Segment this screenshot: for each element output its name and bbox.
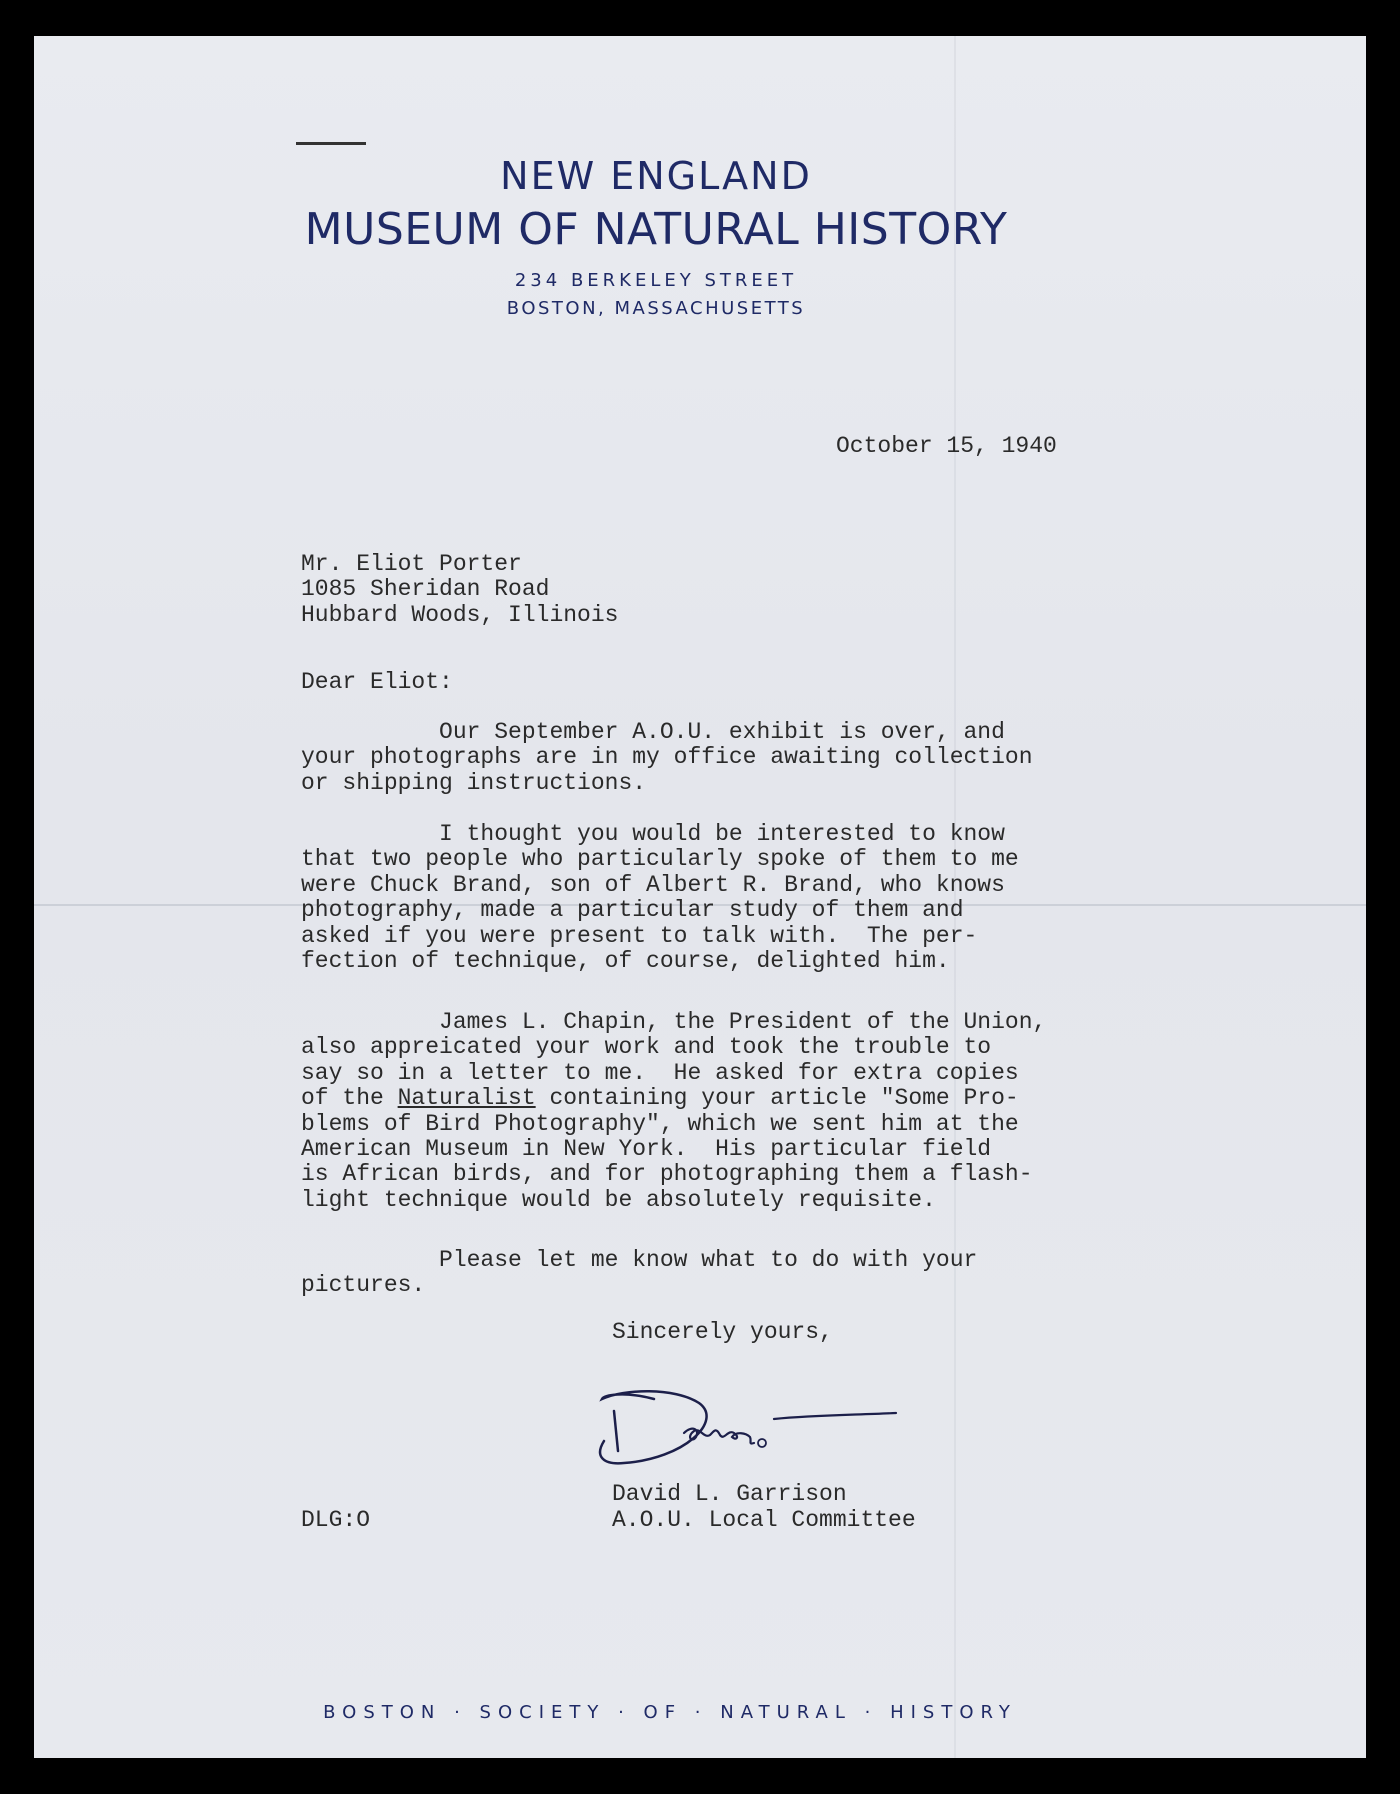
paragraph-line: say so in a letter to me. He asked for extra copies <box>301 1059 1019 1086</box>
paragraph-line: containing your article "Some Pro- <box>535 1085 1019 1112</box>
letter-date: October 15, 1940 <box>836 433 1057 459</box>
paragraph-line: also appreicated your work and took the trouble to <box>301 1034 992 1061</box>
paragraph-2 <box>301 822 1019 974</box>
address-line: Mr. Eliot Porter <box>301 551 522 577</box>
recipient-address <box>301 552 618 628</box>
paragraph-line: James L. Chapin, the President of the Union, <box>301 1009 1047 1035</box>
letterhead-street: 234 BERKELEY STREET <box>514 270 798 291</box>
paragraph-line: pictures. <box>301 1272 426 1299</box>
paragraph-4 <box>301 1248 977 1299</box>
paragraph-line: photography, made a particular study of them and <box>301 897 964 924</box>
paragraph-1 <box>301 720 1033 796</box>
paragraph-line: were Chuck Brand, son of Albert R. Brand, who knows <box>301 871 1005 898</box>
naturalist-title: Naturalist <box>397 1085 536 1112</box>
paragraph-line: your photographs are in my office awaiting collection <box>301 744 1033 771</box>
footer-society-name: BOSTON · SOCIETY · OF · NATURAL · HISTORY <box>323 1702 1017 1723</box>
address-line: Hubbard Woods, Illinois <box>301 601 619 628</box>
paragraph-line: is African birds, and for photographing them a flash- <box>301 1161 1033 1188</box>
paragraph-line: light technique would be absolutely requisite. <box>301 1186 936 1213</box>
paragraph-line: American Museum in New York. His particular field <box>301 1136 992 1163</box>
paragraph-line: fection of technique, of course, delighted him. <box>301 948 950 975</box>
signer-title: A.O.U. Local Committee <box>612 1507 916 1533</box>
paragraph-line: that two people who particularly spoke of them to me <box>301 846 1019 873</box>
letter-page <box>34 36 1366 1758</box>
paragraph-line: I thought you would be interested to know <box>301 821 1005 847</box>
pencil-mark <box>296 142 366 145</box>
paragraph-3 <box>301 1010 1046 1213</box>
paragraph-line: asked if you were present to talk with. The per- <box>301 922 978 949</box>
letterhead-line-2: MUSEUM OF NATURAL HISTORY <box>304 204 1008 255</box>
signer-name: David L. Garrison <box>612 1481 847 1507</box>
handwritten-signature <box>564 1381 904 1471</box>
letterhead-city: BOSTON, MASSACHUSETTS <box>506 298 806 319</box>
paragraph-line: or shipping instructions. <box>301 769 647 796</box>
paragraph-line: Our September A.O.U. exhibit is over, and <box>301 719 1005 745</box>
paragraph-line: of the <box>301 1085 398 1112</box>
paragraph-line: Please let me know what to do with your <box>301 1247 978 1273</box>
paragraph-line: blems of Bird Photography", which we sent him at the <box>301 1110 1019 1137</box>
reference-initials: DLG:O <box>301 1507 371 1533</box>
salutation: Dear Eliot: <box>301 669 453 695</box>
letterhead-line-1: NEW ENGLAND <box>500 154 812 198</box>
closing: Sincerely yours, <box>612 1319 833 1345</box>
address-line: 1085 Sheridan Road <box>301 576 550 603</box>
